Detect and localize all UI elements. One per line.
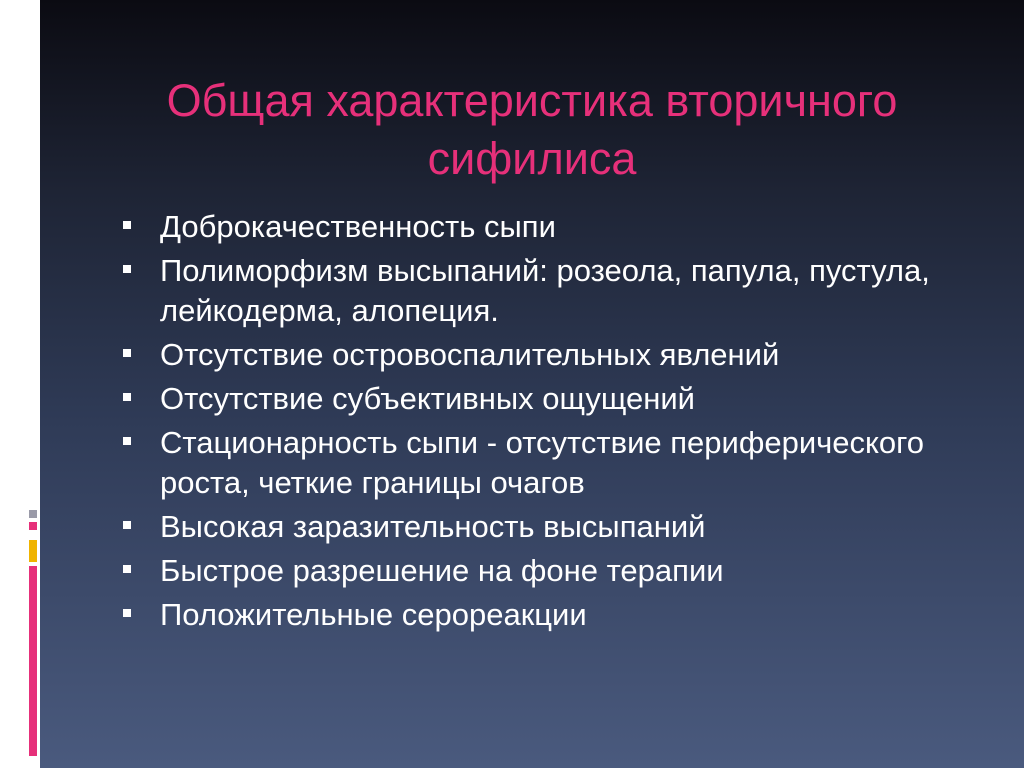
title-line-1: Общая характеристика вторичного	[166, 75, 898, 126]
bullet-icon	[123, 265, 131, 273]
bullet-icon	[123, 437, 131, 445]
bullet-text: Стационарность сыпи - отсутствие периферического роста, четкие границы очагов	[160, 425, 925, 500]
list-item	[120, 507, 1000, 547]
pink-mark	[29, 522, 37, 530]
bullet-icon	[123, 609, 131, 617]
bullet-text: Высокая заразительность высыпаний	[160, 509, 706, 544]
title-line-2: сифилиса	[427, 133, 637, 184]
bullet-text: Доброкачественность сыпи	[160, 209, 556, 244]
list-item	[120, 335, 1000, 375]
gray-mark	[29, 510, 37, 518]
bullet-text: Отсутствие субъективных ощущений	[160, 381, 695, 416]
bullet-icon	[123, 521, 131, 529]
bullet-text: Полиморфизм высыпаний: розеола, папула, пустула, лейкодерма, алопеция.	[160, 253, 930, 328]
decorative-bars	[23, 18, 39, 118]
slide-title	[40, 72, 1024, 188]
list-item	[120, 207, 1000, 247]
pink-bar	[29, 566, 37, 756]
list-item	[120, 379, 1000, 419]
bullet-icon	[123, 565, 131, 573]
bullet-list	[120, 207, 1000, 639]
bullet-icon	[123, 393, 131, 401]
list-item	[120, 595, 1000, 635]
bullet-text: Отсутствие островоспалительных явлений	[160, 337, 780, 372]
list-item	[120, 423, 1000, 503]
list-item	[120, 551, 1000, 591]
yellow-mark	[29, 540, 37, 562]
list-item	[120, 251, 1000, 331]
bullet-icon	[123, 349, 131, 357]
bullet-icon	[123, 221, 131, 229]
bullet-text: Положительные сeрореакции	[160, 597, 587, 632]
bullet-text: Быстрое разрешение на фоне терапии	[160, 553, 724, 588]
